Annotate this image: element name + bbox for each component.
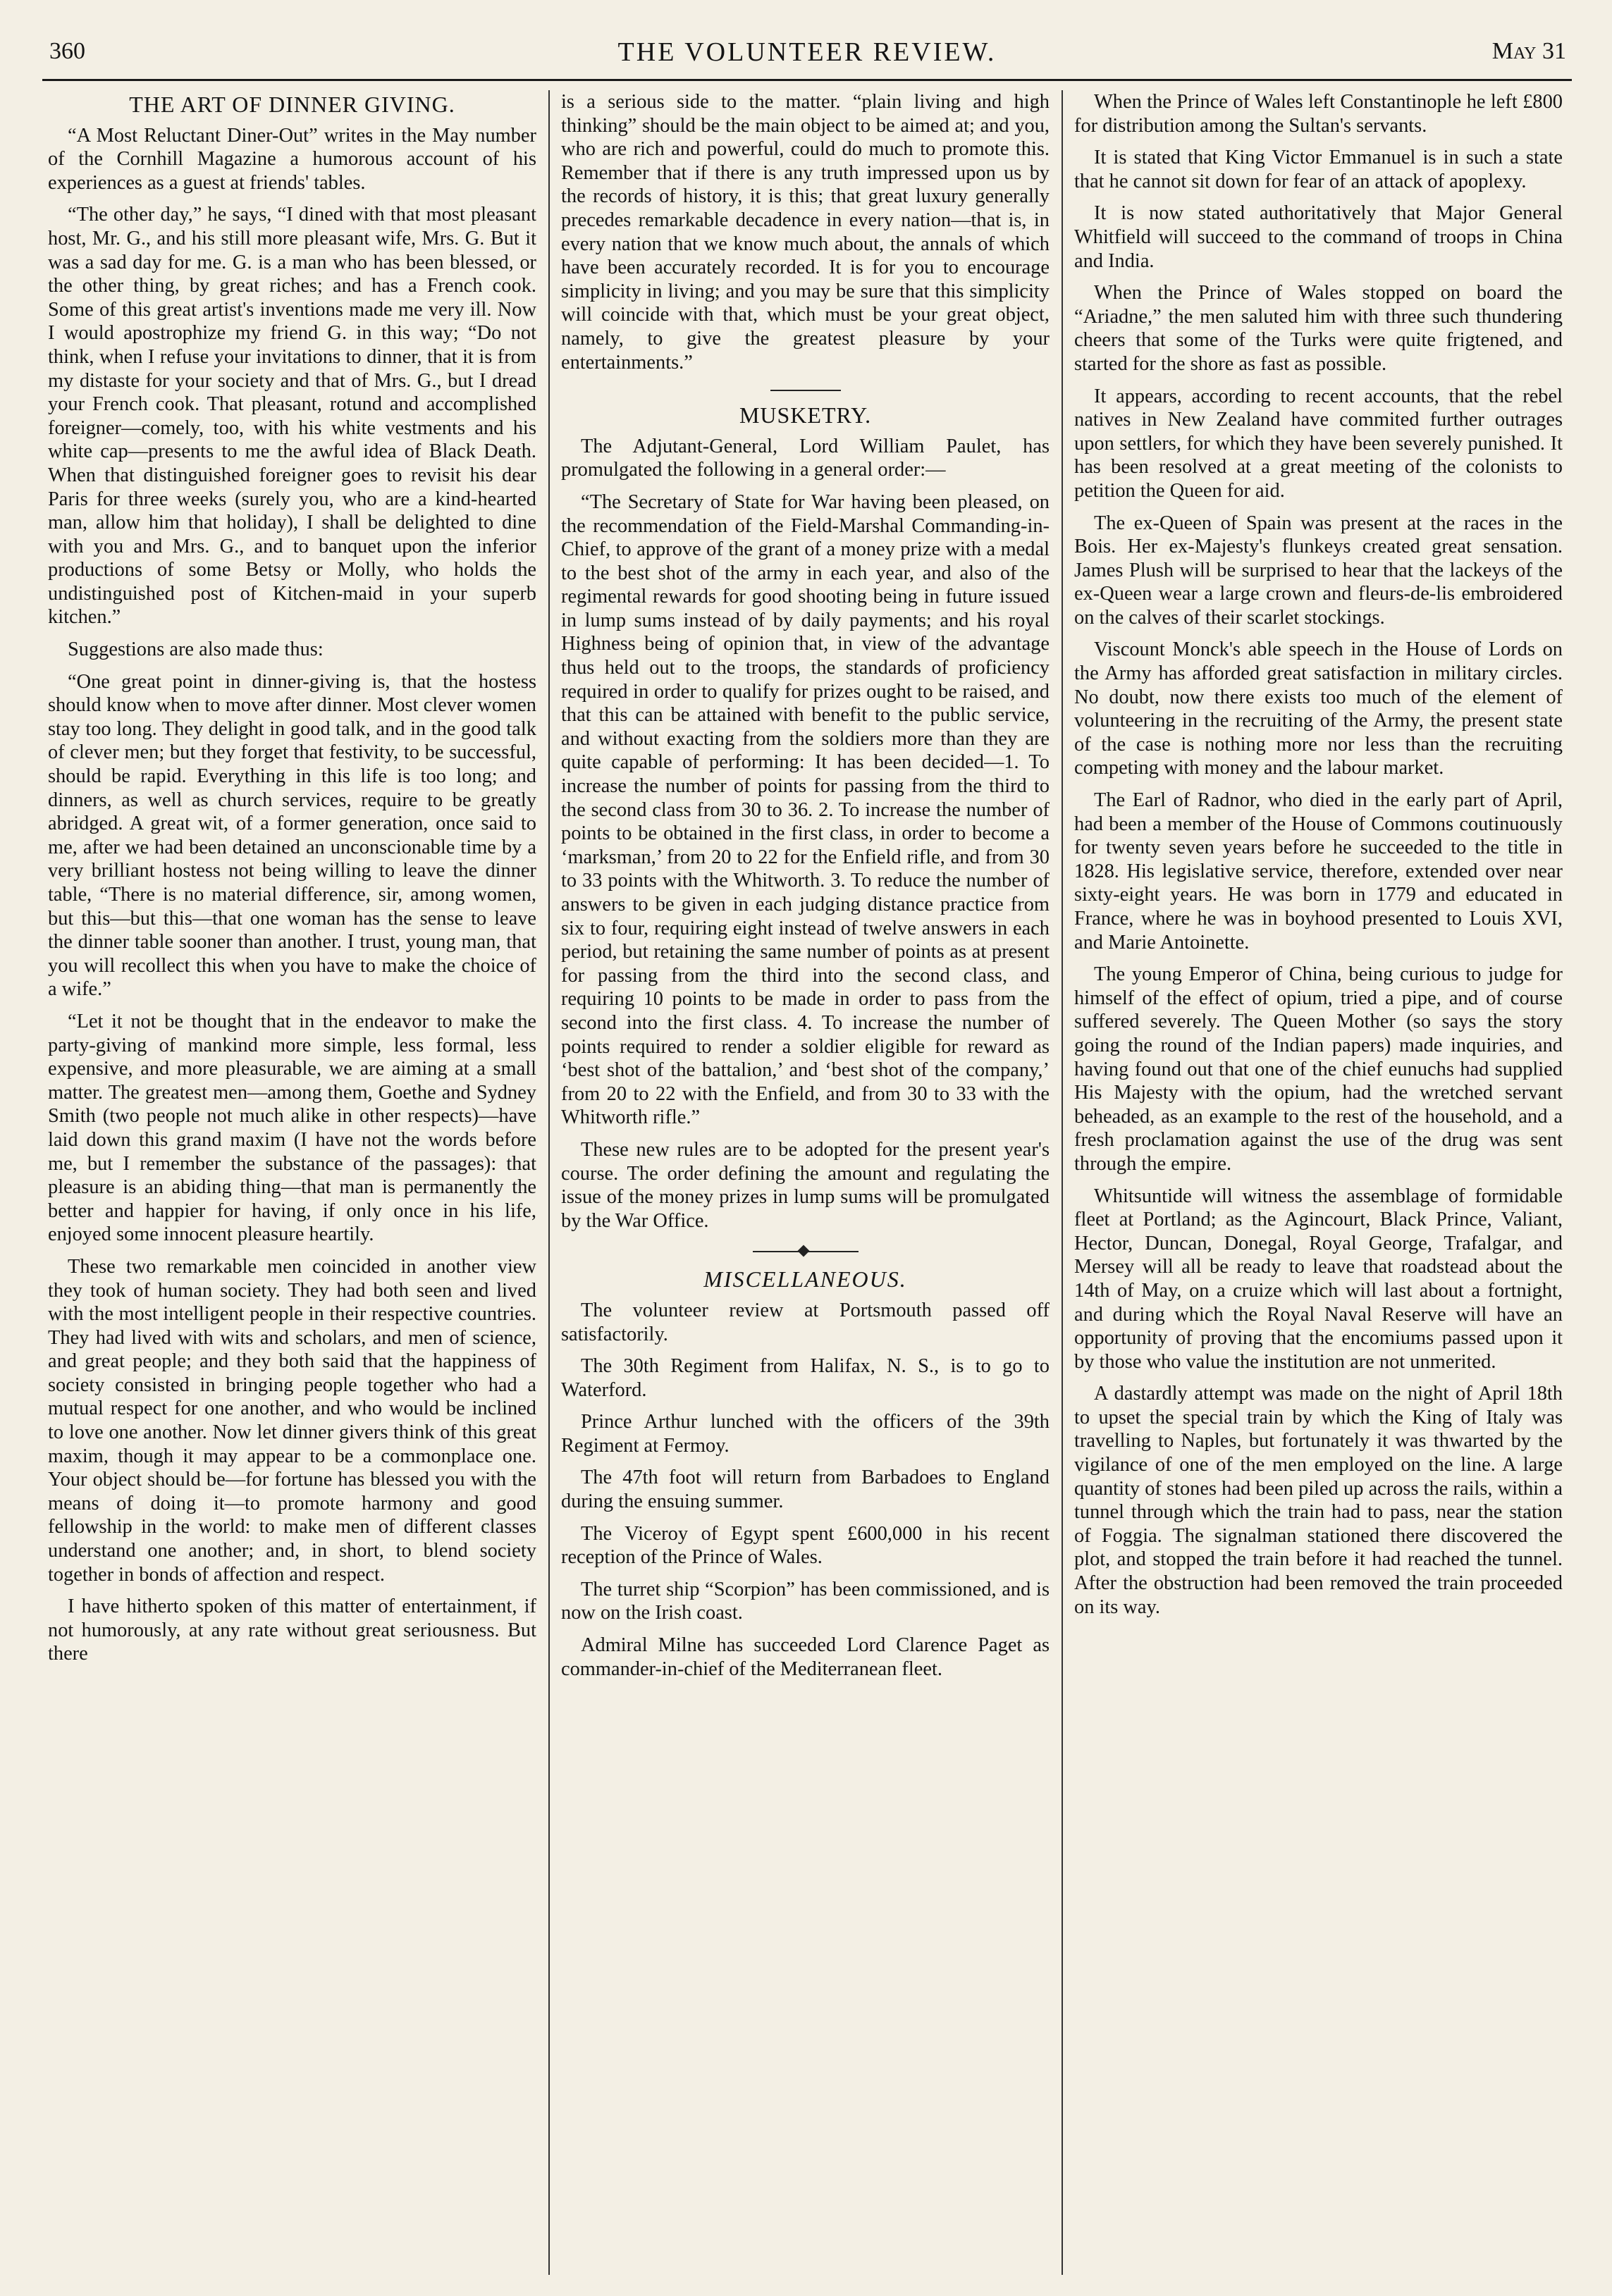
news-item: The Viceroy of Egypt spent £600,000 in his recent reception of the Prince of Wales. bbox=[561, 1522, 1050, 1569]
news-item: The volunteer review at Portsmouth passed off satisfactorily. bbox=[561, 1299, 1050, 1345]
page-header bbox=[42, 30, 1572, 81]
news-item: A dastardly attempt was made on the night of April 18th to upset the special train by which the King of Italy was travelling to Naples, but fortunately it was thwarted by the vigilance of one of the men employed on the line. A large quantity of stones had been piled up across the rails, within a tunnel through which the train had to pass, near the station of Foggia. The signalman stationed there discovered the plot, and stopped the train before it had reached the tunnel. After the obstruction had been removed the train proceeded on its way. bbox=[1074, 1383, 1563, 1618]
article-paragraph: I have hitherto spoken of this matter of entertainment, if not humorously, at any rate without great seriousness. But there bbox=[48, 1596, 536, 1665]
news-item: It is now stated authoritatively that Major General Whitfield will succeed to the command of troops in China and India. bbox=[1074, 202, 1563, 272]
column-1 bbox=[48, 90, 536, 2275]
article-paragraph: “Let it not be thought that in the endeavor to make the party-giving of mankind more simple, less formal, less expensive, and more pleasurable, we are aiming at a small matter. The greatest men—among them, Goethe and Sydney Smith (two people not much alike in other respects)—have laid down this grand maxim (I have not the words before me, but I remember the substance of the passages): that pleasure is an abiding thing—that man is permanently the better and happier for having, if only once in his life, enjoyed some innocent pleasure heartily. bbox=[48, 1010, 536, 1246]
column-3 bbox=[1074, 90, 1563, 2275]
news-item: When the Prince of Wales stopped on board the “Ariadne,” the men saluted him with three such thundering cheers that some of the Turks were quite frigtened, and started for the shore as fast as possible. bbox=[1074, 282, 1563, 375]
publication-title: THE VOLUNTEER REVIEW. bbox=[617, 37, 997, 67]
article-paragraph: “The Secretary of State for War having been pleased, on the recommendation of the Field-Marshal Commanding-in-Chief, to approve of the grant of a money prize with a medal to the best shot of the army in each year, and also of the regimental rewards for good shooting being in future issued in lump sums instead of by daily payments; and his royal Highness being of opinion that, in view of the advantage thus held out to the troops, the standards of proficiency required in order to qualify for prizes ought to be raised, and that this can be attained with benefit to the public service, and without exacting from the soldiers more than they are quite capable of performing: It has been decided—1. To increase the number of points for passing from the third to the second class from 30 to 36. 2. To increase the number of points to be obtained in the first class, in order to become a ‘marksman,’ from 20 to 22 for the Enfield rifle, and from 30 to 33 points with the Whitworth. 3. To reduce the number of answers to be given in each judging distance practice from six to four, requiring eight instead of twelve answers in each period, but retaining the same number of points as at present for passing from the third into the second class, and requiring 10 points to be made in order to pass from the second into the first class. 4. To increase the number of points required to render a soldier eligible for reward as ‘best shot of the battalion,’ and ‘best shot of the company,’ from 20 to 22 with the Enfield, and from 30 to 33 with the Whitworth rifle.” bbox=[561, 490, 1050, 1129]
article-continuation: is a serious side to the matter. “plain living and high thinking” should be the main object to be aimed at; and you, who are rich and powerful, could do much to promote this. Remember that if there is any truth impressed upon us by the records of history, it is this; that great luxury generally precedes remarkable decadence in every nation—that is, in every nation that we know much about, the annals of which have been accurately recorded. It is for you to encourage simplicity in living; and you may be sure that this simplicity will coincide with that, which must be your great object, namely, to give the greatest pleasure by your entertainments.” bbox=[561, 91, 1050, 374]
section-divider bbox=[770, 390, 841, 391]
article-paragraph: “The other day,” he says, “I dined with that most pleasant host, Mr. G., and his still more pleasant wife, Mrs. G. But it was a sad day for me. G. is a man who has been blessed, or the other thing, by great riches; and has a French cook. Some of this great artist's inventions made me very ill. Now I would apostrophize my friend G. in this way; “Do not think, when I refuse your invitations to dinner, that it is from my distaste for your society and that of Mrs. G., but I dread your French cook. That pleasant, rotund and accomplished foreigner—comely, too, with his white vestments and his white cap—presents to me the awful idea of Black Death. When that distinguished foreigner goes to revisit his dear Paris for three weeks (surely you, who are a kind-hearted man, allow him that holiday), I shall be delighted to dine with you and Mrs. G., and to banquet upon the inferior productions of some Betsy or Molly, who holds the undistinguished post of Kitchen-maid in your superb kitchen.” bbox=[48, 204, 536, 629]
news-item: The 30th Regiment from Halifax, N. S., is to go to Waterford. bbox=[561, 1355, 1050, 1401]
article-heading-dinner-giving: THE ART OF DINNER GIVING. bbox=[129, 92, 455, 117]
news-item: Viscount Monck's able speech in the House of Lords on the Army has afforded great satisfaction in military circles. No doubt, now there exists too much of the element of volunteering in the recruiting of the Army, the present state of the case is nothing more nor less than the recruiting competing with money and the labour market. bbox=[1074, 638, 1563, 779]
article-heading-musketry: MUSKETRY. bbox=[739, 402, 872, 428]
article-paragraph: These new rules are to be adopted for the present year's course. The order defining the amount and regulating the issue of the money prizes in lump sums will be promulgated by the War Office. bbox=[561, 1138, 1050, 1232]
news-item: It appears, according to recent accounts, that the rebel natives in New Zealand have commited further outrages upon settlers, for which they have been severely punished. It has been resolved at a great meeting of the colonists to petition the Queen for aid. bbox=[1074, 385, 1563, 502]
news-item: The turret ship “Scorpion” has been commissioned, and is now on the Irish coast. bbox=[561, 1578, 1050, 1624]
news-item: The ex-Queen of Spain was present at the races in the Bois. Her ex-Majesty's flunkeys created great sensation. James Plush will be surprised to hear that the lackeys of the ex-Queen wear a large crown and fleurs-de-lis embroidered on the calves of their scarlet stockings. bbox=[1074, 512, 1563, 629]
article-paragraph: The Adjutant-General, Lord William Paulet, has promulgated the following in a general order:— bbox=[561, 435, 1050, 481]
news-item: Prince Arthur lunched with the officers of the 39th Regiment at Fermoy. bbox=[561, 1411, 1050, 1457]
ornament-divider bbox=[753, 1251, 859, 1252]
article-paragraph: Suggestions are also made thus: bbox=[68, 638, 324, 661]
news-item: The 47th foot will return from Barbadoes to England during the ensuing summer. bbox=[561, 1467, 1050, 1513]
news-item: Whitsuntide will witness the assemblage of formidable fleet at Portland; as the Agincourt, Black Prince, Valiant, Hector, Duncan, Donegal, Royal George, Trafalgar, and Mersey will all be ready to leave that roadstead about the 14th of May, on a cruize which will last about a fortnight, and during which the Royal Naval Reserve will have an opportunity of proving that the encomiums passed upon it by those who value the institution are not unmerited. bbox=[1074, 1185, 1563, 1373]
issue-date: May 31 bbox=[1491, 38, 1566, 64]
page-number: 360 bbox=[49, 38, 85, 64]
news-item: When the Prince of Wales left Constantinople he left £800 for distribution among the Sultan's servants. bbox=[1074, 91, 1563, 137]
column-2 bbox=[561, 90, 1050, 2275]
news-item: The young Emperor of China, being curious to judge for himself of the effect of opium, tried a pipe, and of course suffered severely. The Queen Mother (so says the story going the round of the Indian papers) made inquiries, and having found out that one of the chief eunuchs had supplied His Majesty with the opium, had the wretched servant beheaded, as an example to the rest of the household, and a fresh proclamation against the use of the drug was sent through the empire. bbox=[1074, 963, 1563, 1175]
column-rule bbox=[548, 90, 550, 2275]
news-item: It is stated that King Victor Emmanuel is in such a state that he cannot sit down for fear of an attack of apoplexy. bbox=[1074, 147, 1563, 192]
news-item: The Earl of Radnor, who died in the early part of April, had been a member of the House of Commons coutinuously for twenty seven years before he succeeded to the title in 1828. His legislative service, therefore, extended over near sixty-eight years. He was born in 1779 and educated in France, where he was in boyhood presented to Louis XVI, and Marie Antoinette. bbox=[1074, 789, 1563, 953]
article-heading-miscellaneous: MISCELLANEOUS. bbox=[703, 1266, 907, 1292]
article-paragraph: “A Most Reluctant Diner-Out” writes in the May number of the Cornhill Magazine a humorous account of his experiences as a guest at friends' tables. bbox=[48, 124, 536, 194]
article-paragraph: These two remarkable men coincided in another view they took of human society. They had both seen and lived with the most intelligent people in their respective countries. They had lived with wits and scholars, and men of science, and great people; and they both said that the happiness of society consisted in bringing people together who had a mutual respect for one another, and who would be inclined to love one another. Now let dinner givers think of this great maxim, though it may appear to be a commonplace one. Your object should be—for fortune has blessed you with the means of doing it—to promote harmony and good fellowship in the world: to make men of different classes understand one another; and, in short, to blend society together in bonds of affection and respect. bbox=[48, 1255, 536, 1586]
article-paragraph: “One great point in dinner-giving is, that the hostess should know when to move after dinner. Most clever women stay too long. They delight in good talk, and in the good talk of clever men; but they forget that festivity, to be successful, should be rapid. Everything in this life is too long; and dinners, as well as church services, require to be greatly abridged. A great wit, of a former generation, once said to me, after we had been detained an unconscionable time by a very brilliant hostess not being willing to leave the dinner table, “There is no material difference, sir, among women, but this—but this—that one woman has the sense to leave the dinner table sooner than another. I trust, young man, that you will recollect this when you have to make the choice of a wife.” bbox=[48, 670, 536, 1001]
column-rule bbox=[1062, 90, 1063, 2275]
news-item: Admiral Milne has succeeded Lord Clarence Paget as commander-in-chief of the Mediterranean fleet. bbox=[561, 1634, 1050, 1680]
